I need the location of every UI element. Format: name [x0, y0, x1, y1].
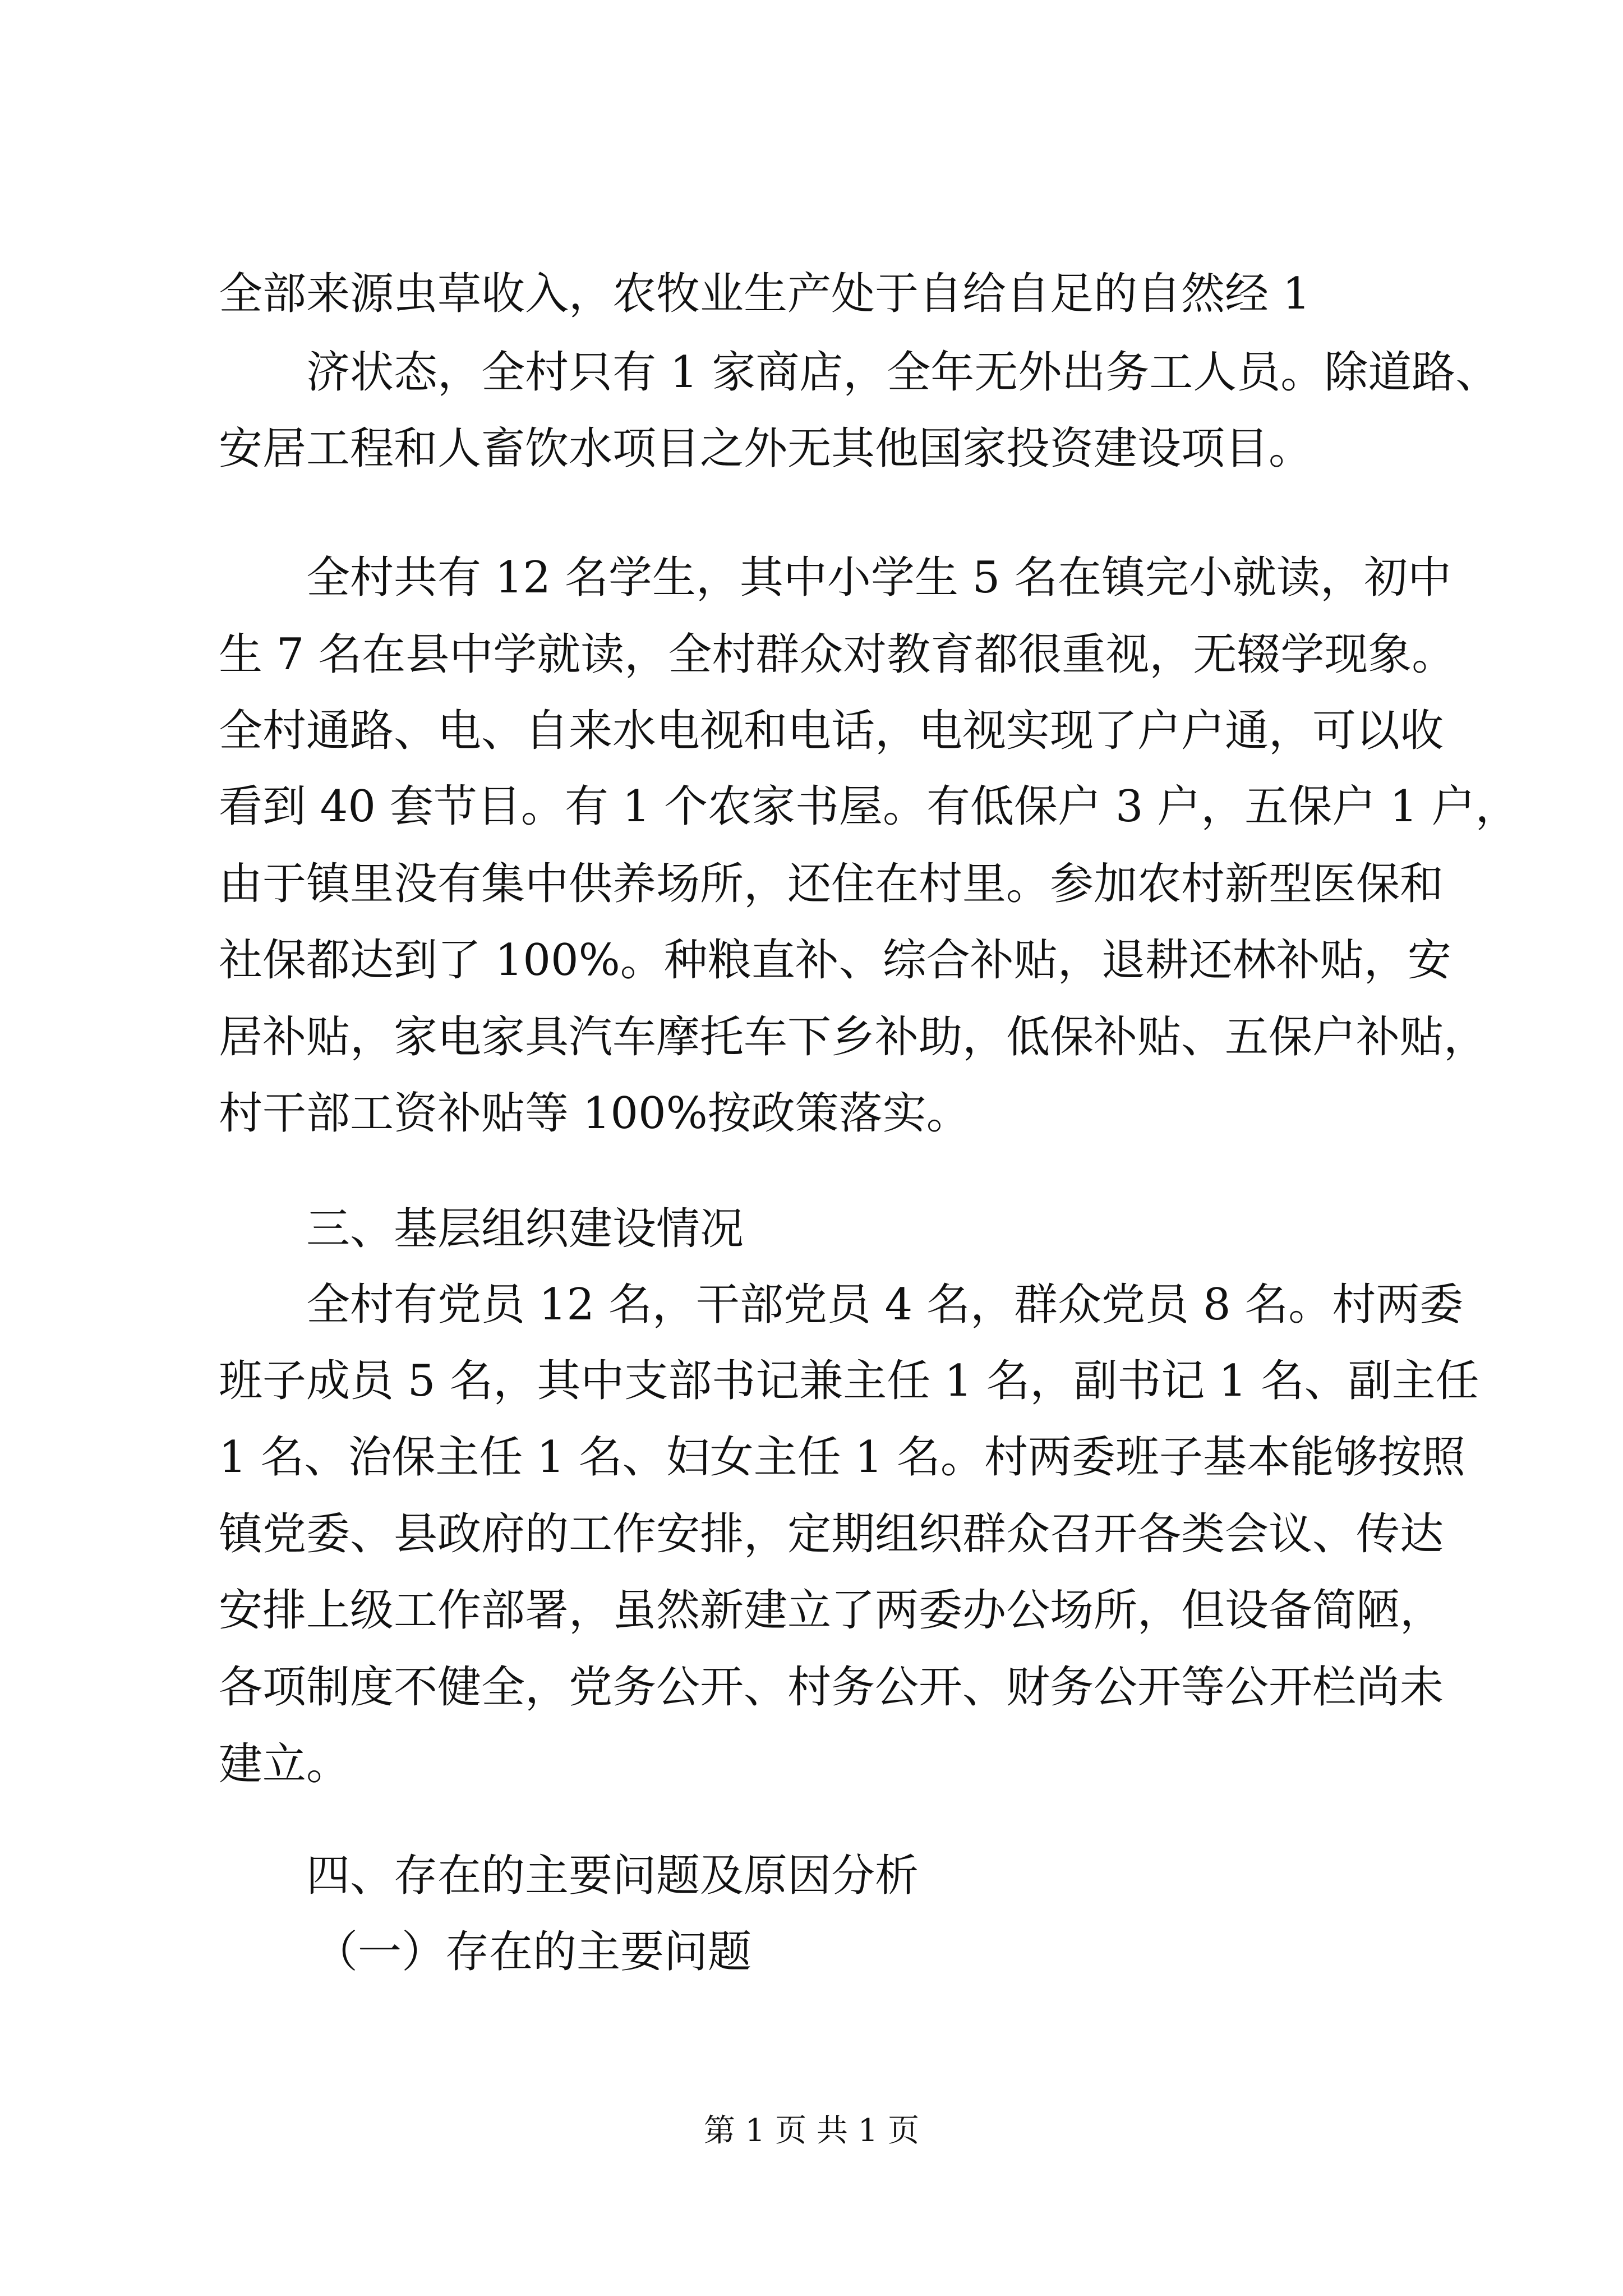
text-line: 村干部工资补贴等 100%按政策落实。: [219, 1088, 970, 1139]
text-line: 各项制度不健全，党务公开、村务公开、财务公开等公开栏尚未: [219, 1662, 1444, 1713]
text-line: 全村通路、电、自来水电视和电话，电视实现了户户通，可以收: [219, 706, 1444, 756]
text-line: 看到 40 套节目。有 1 个农家书屋。有低保户 3 户，五保户 1 户，: [219, 781, 1519, 832]
text-line: 全村有党员 12 名，干部党员 4 名，群众党员 8 名。村两委: [306, 1280, 1464, 1330]
text-line: 济状态，全村只有 1 家商店，全年无外出务工人员。除道路、: [306, 347, 1500, 398]
section-heading: 三、基层组织建设情况: [306, 1204, 744, 1254]
text-line: 1 名、治保主任 1 名、妇女主任 1 名。村两委班子基本能够按照: [219, 1432, 1465, 1483]
text-line: 生 7 名在县中学就读，全村群众对教育都很重视，无辍学现象。: [219, 629, 1456, 680]
page-footer: 第 1 页 共 1 页: [703, 2113, 920, 2149]
text-line: 安居工程和人畜饮水项目之外无其他国家投资建设项目。: [219, 424, 1313, 474]
text-line: 社保都达到了 100%。种粮直补、综合补贴，退耕还林补贴，安: [219, 935, 1451, 986]
text-line: 建立。: [219, 1739, 351, 1789]
text-line: 居补贴，家电家具汽车摩托车下乡补助，低保补贴、五保户补贴，: [219, 1012, 1488, 1062]
text-line: 安排上级工作部署，虽然新建立了两委办公场所，但设备简陋，: [219, 1585, 1444, 1636]
section-heading: 四、存在的主要问题及原因分析: [306, 1851, 919, 1901]
subsection-heading: （一）存在的主要问题: [314, 1927, 752, 1977]
text-line: 由于镇里没有集中供养场所，还住在村里。参加农村新型医保和: [219, 859, 1444, 909]
text-line: 镇党委、县政府的工作安排，定期组织群众召开各类会议、传达: [219, 1509, 1444, 1559]
text-line: 班子成员 5 名，其中支部书记兼主任 1 名，副书记 1 名、副主任: [219, 1356, 1479, 1406]
text-line: 全村共有 12 名学生，其中小学生 5 名在镇完小就读，初中: [306, 553, 1452, 603]
text-line: 全部来源虫草收入，农牧业生产处于自给自足的自然经 1: [219, 269, 1311, 319]
